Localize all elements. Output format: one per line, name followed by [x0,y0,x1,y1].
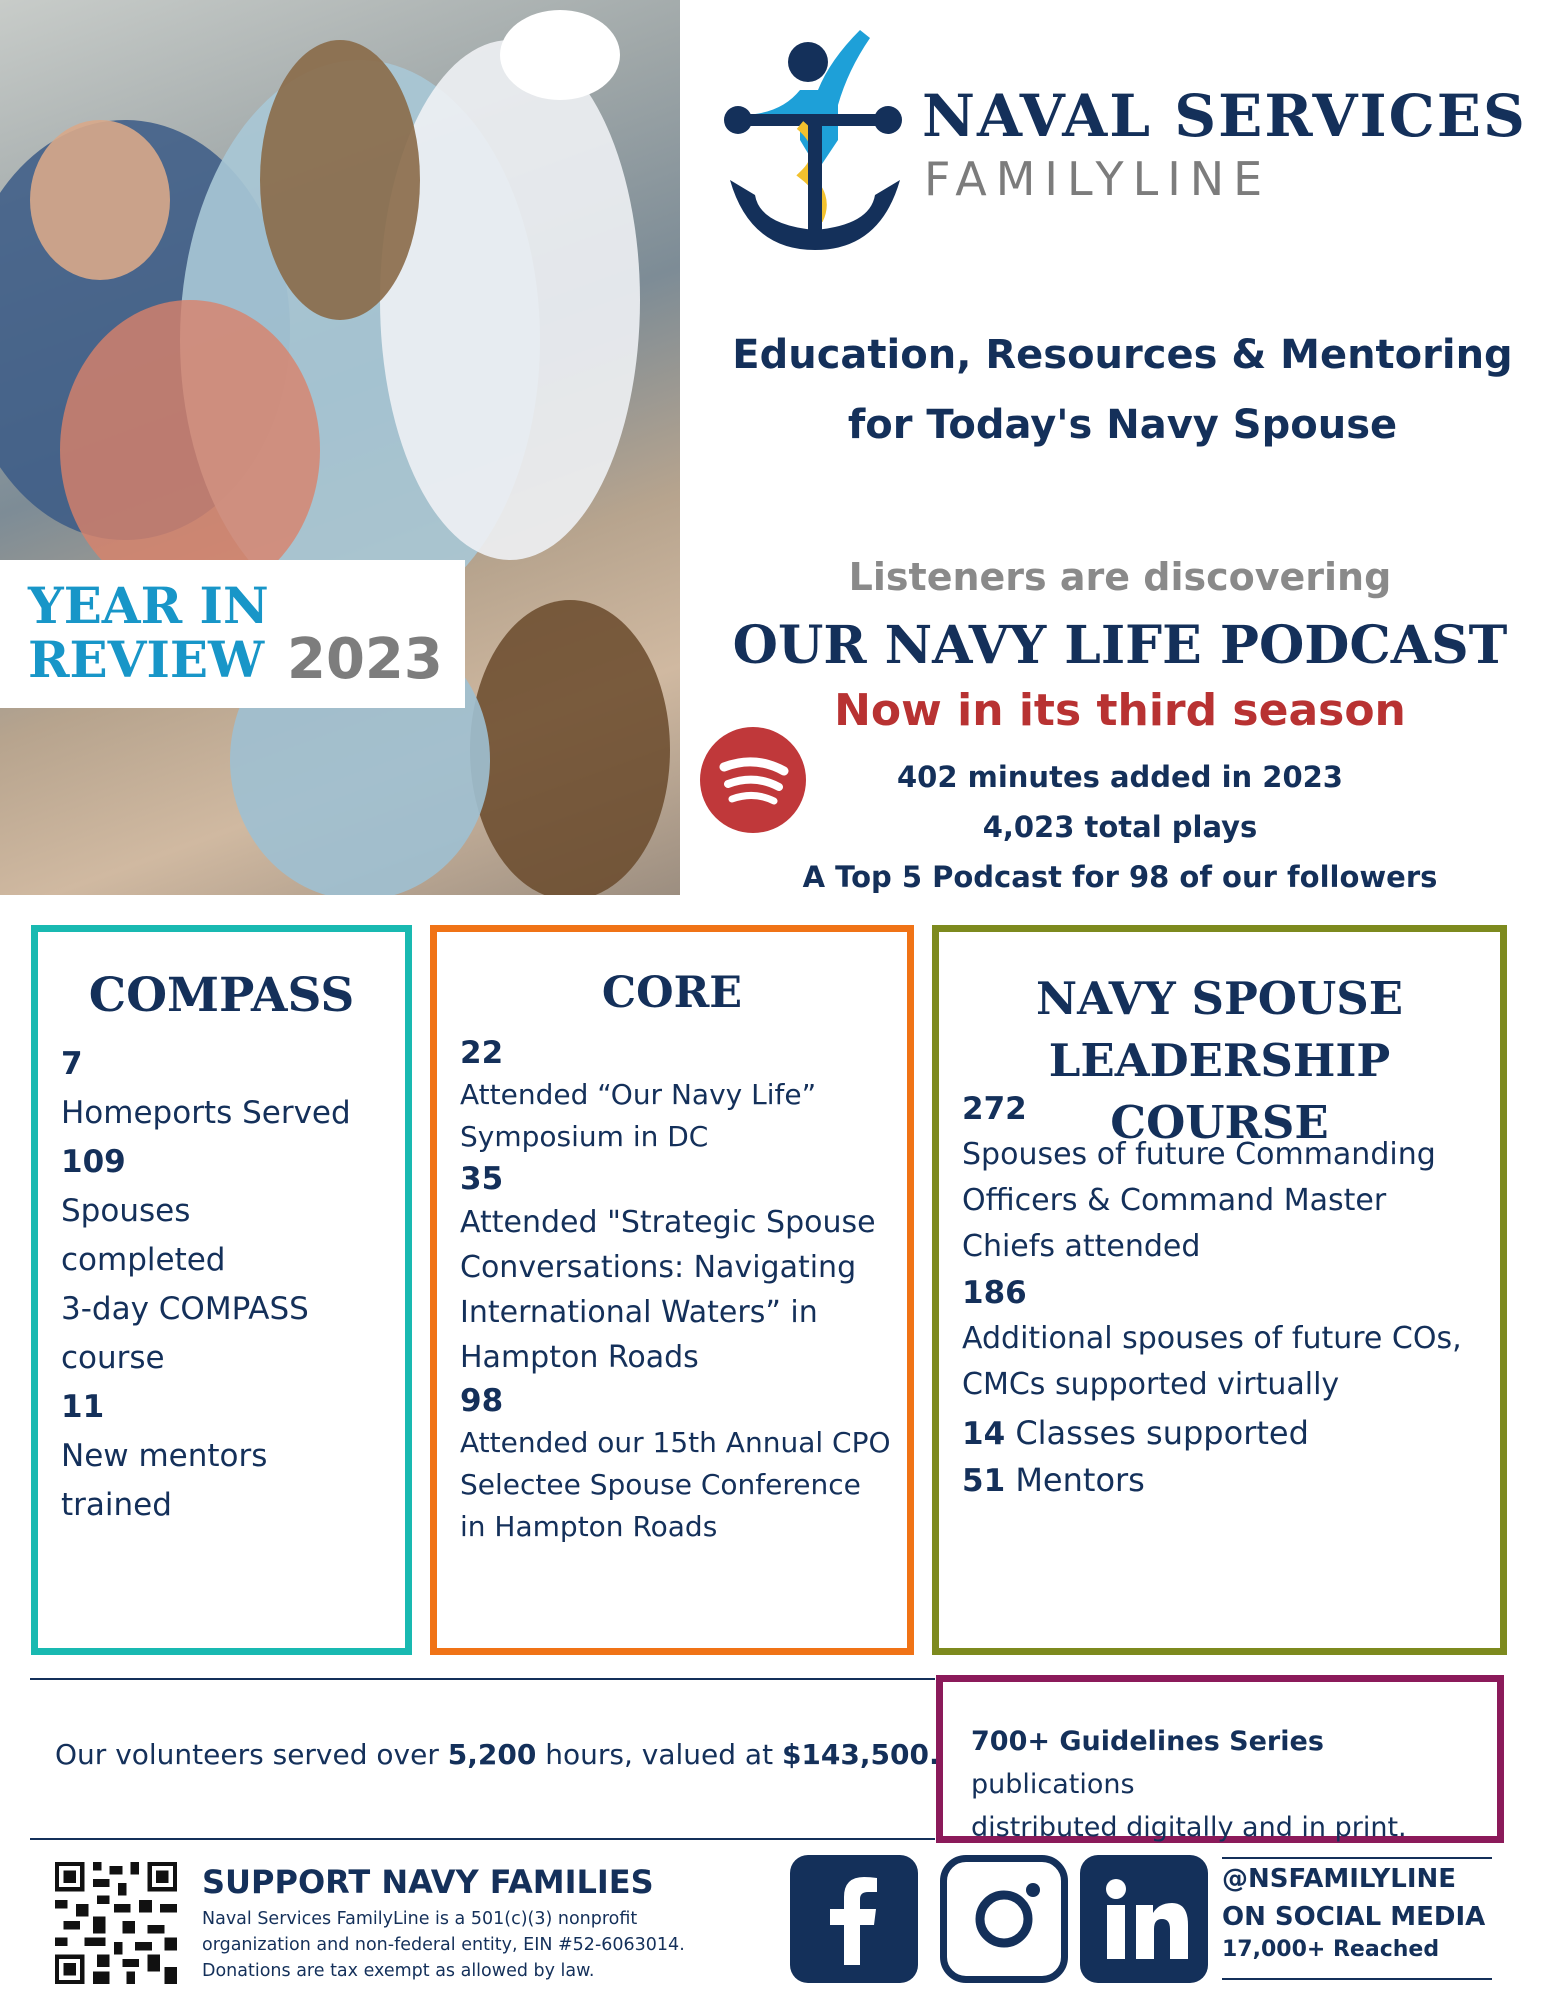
stat-text: Spouses of future Commanding [962,1137,1436,1172]
stat-text: Mentors [1015,1461,1145,1499]
stat-number: 11 [61,1389,105,1425]
stat-number: 98 [460,1383,504,1419]
podcast-stat: A Top 5 Podcast for 98 of our followers [802,860,1438,894]
stat-number: 7 [61,1046,83,1082]
stat-text: Homeports Served [61,1095,351,1131]
podcast-stats [760,752,1480,902]
instagram-icon[interactable] [940,1855,1068,1983]
stat-text: 3-day COMPASS [61,1291,309,1327]
stat-text: Additional spouses of future COs, [962,1321,1462,1356]
leadership-course-box [932,925,1507,1655]
stat-text: Symposium in DC [460,1120,709,1153]
stat-text: Attended “Our Navy Life” [460,1078,817,1111]
stat-number: 22 [460,1035,504,1071]
logo-name-line-1: NAVAL SERVICES [922,82,1527,150]
guidelines-text [971,1720,1481,1849]
social-handle[interactable]: @NSFAMILYLINE [1222,1864,1457,1894]
podcast-stat: 4,023 total plays [982,810,1258,844]
support-heading: SUPPORT NAVY FAMILIES [202,1863,654,1901]
stat-text: Selectee Spouse Conference [460,1468,861,1501]
facebook-icon[interactable] [790,1855,918,1983]
stat-number: 109 [61,1144,126,1180]
banner-line-1: YEAR IN [28,576,269,635]
support-text [202,1906,762,1984]
divider [1222,1978,1492,1980]
guidelines-box [936,1675,1504,1843]
stat-text: International Waters” in [460,1295,818,1330]
guidelines-bold: 700+ Guidelines Series [971,1726,1324,1757]
divider [30,1678,935,1680]
stat-number: 14 [962,1416,1006,1452]
core-heading: CORE [601,968,743,1018]
support-line: organization and non-federal entity, EIN #52-6063014. [202,1935,685,1955]
volunteer-mid: hours, valued at [536,1738,782,1771]
stat-text: Hampton Roads [460,1340,699,1375]
logo-name-line-2: FAMILYLINE [924,152,1272,206]
tagline-line-2: for Today's Navy Spouse [847,402,1398,448]
tagline-line-1: Education, Resources & Mentoring [732,332,1513,378]
stat-text: completed [61,1242,226,1278]
divider [1222,1857,1492,1859]
linkedin-icon[interactable] [1080,1855,1208,1983]
stat-text: Classes supported [1015,1414,1309,1452]
anchor-logo-icon [720,20,910,250]
instagram-glyph [947,1862,1061,1976]
stat-text: Attended "Strategic Spouse [460,1205,876,1240]
volunteer-value: $143,500. [781,1738,940,1771]
support-line: Donations are tax exempt as allowed by law. [202,1961,595,1981]
podcast-intro: Listeners are discovering [848,555,1392,599]
inline-stat [962,1457,1482,1504]
stat-text: Conversations: Navigating [460,1250,857,1285]
support-line: Naval Services FamilyLine is a 501(c)(3) nonprofit [202,1909,638,1929]
hero-photo [0,0,680,895]
stat-number: 186 [962,1275,1027,1311]
stat-number: 51 [962,1463,1006,1499]
year-in-review-banner [0,560,465,708]
core-content [460,1032,900,1548]
podcast-title: OUR NAVY LIFE PODCAST [732,615,1508,676]
stat-text: Spouses [61,1193,191,1229]
volunteer-hours: 5,200 [447,1738,537,1771]
stat-text: trained [61,1487,172,1523]
stat-text: Attended our 15th Annual CPO [460,1426,891,1459]
stat-number: 35 [460,1161,504,1197]
stat-number: 272 [962,1091,1027,1127]
heading-line-1: NAVY SPOUSE [1035,972,1404,1025]
stat-text: CMCs supported virtually [962,1367,1340,1402]
guidelines-line-2: distributed digitally and in print. [971,1812,1407,1843]
stat-text: in Hampton Roads [460,1510,718,1543]
qr-code-icon[interactable] [55,1862,177,1984]
tagline [700,320,1545,460]
volunteer-summary [55,1738,940,1771]
social-reach: 17,000+ Reached [1222,1937,1440,1962]
banner-line-2: REVIEW [28,630,265,689]
banner-year: 2023 [287,627,443,692]
facebook-glyph [790,1855,918,1983]
stat-text: course [61,1340,165,1376]
social-handle-subtitle: ON SOCIAL MEDIA [1222,1902,1486,1932]
stat-text: Officers & Command Master [962,1183,1387,1218]
heading-line-2: LEADERSHIP COURSE [1048,1034,1391,1149]
compass-heading: COMPASS [88,968,355,1023]
volunteer-pre: Our volunteers served over [55,1738,448,1771]
stat-text: New mentors [61,1438,268,1474]
stat-text: Chiefs attended [962,1229,1201,1264]
compass-box [31,925,412,1655]
guidelines-rest: publications [971,1769,1135,1800]
inline-stat [962,1410,1482,1457]
podcast-stat: 402 minutes added in 2023 [897,760,1343,794]
divider [30,1838,935,1840]
compass-content [61,1040,391,1530]
linkedin-glyph [1080,1855,1208,1983]
podcast-season: Now in its third season [834,685,1406,736]
leadership-course-content [962,1086,1482,1504]
core-box [430,925,914,1655]
